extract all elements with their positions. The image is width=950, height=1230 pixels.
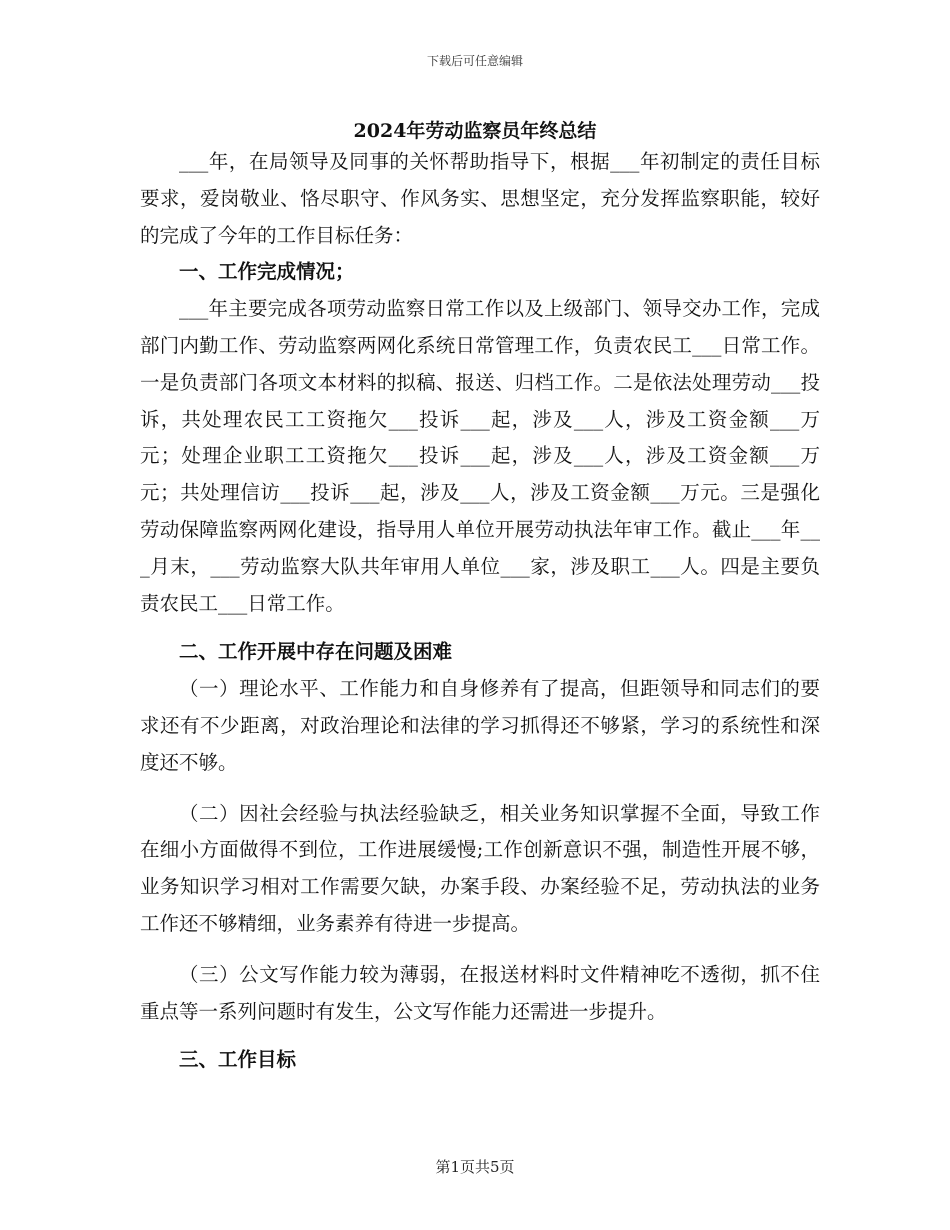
intro-paragraph: ___年，在局领导及同事的关怀帮助指导下，根据___年初制定的责任目标要求，爱岗敬业、恪尽职守、作风务实、思想坚定，充分发挥监察职能，较好的完成了今年的工作目标任务：: [140, 150, 820, 247]
document-title: 2024年劳动监察员年终总结: [353, 120, 597, 142]
header-note: 下载后可任意编辑: [426, 54, 523, 68]
page-number-footer: 第1页共5页: [435, 1158, 515, 1176]
section-2-item-3: （三）公文写作能力较为薄弱，在报送材料时文件精神吃不透彻，抓不住重点等一系列问题时有发生，公文写作能力还需进一步提升。: [140, 962, 820, 1023]
section-2-heading: 二、工作开展中存在问题及困难: [179, 640, 453, 664]
document-body: [140, 144, 820, 1079]
section-1-paragraph: ___年主要完成各项劳动监察日常工作以及上级部门、领导交办工作，完成部门内勤工作、劳动监察两网化系统日常管理工作，负责农民工___日常工作。一是负责部门各项文本材料的拟稿、报送、归档工作。二是依法处理劳动___投诉，共处理农民工工资拖欠___投诉___起，涉及___人，涉及工资金额___万元；处理企业职工工资拖欠___投诉___起，涉及___人，涉及工资金额___万元；共处理信访___投诉___起，涉及___人，涉及工资金额___万元。三是强化劳动保障监察两网化建设，指导用人单位开展劳动执法年审工作。截止___年___月末，___劳动监察大队共年审用人单位___家，涉及职工___人。四是主要负责农民工___日常工作。: [140, 297, 820, 615]
section-2-item-2: （二）因社会经验与执法经验缺乏，相关业务知识掌握不全面，导致工作在细小方面做得不到位，工作进展缓慢;工作创新意识不强，制造性开展不够，业务知识学习相对工作需要欠缺，办案手段、办案经验不足，劳动执法的业务工作还不够精细，业务素养有待进一步提高。: [140, 801, 820, 935]
section-2-item-1: （一）理论水平、工作能力和自身修养有了提高，但距领导和同志们的要求还有不少距离，对政治理论和法律的学习抓得还不够紧，学习的系统性和深度还不够。: [140, 677, 820, 774]
section-3-heading: 三、工作目标: [179, 1048, 297, 1072]
section-1-heading: 一、工作完成情况；: [179, 260, 355, 284]
